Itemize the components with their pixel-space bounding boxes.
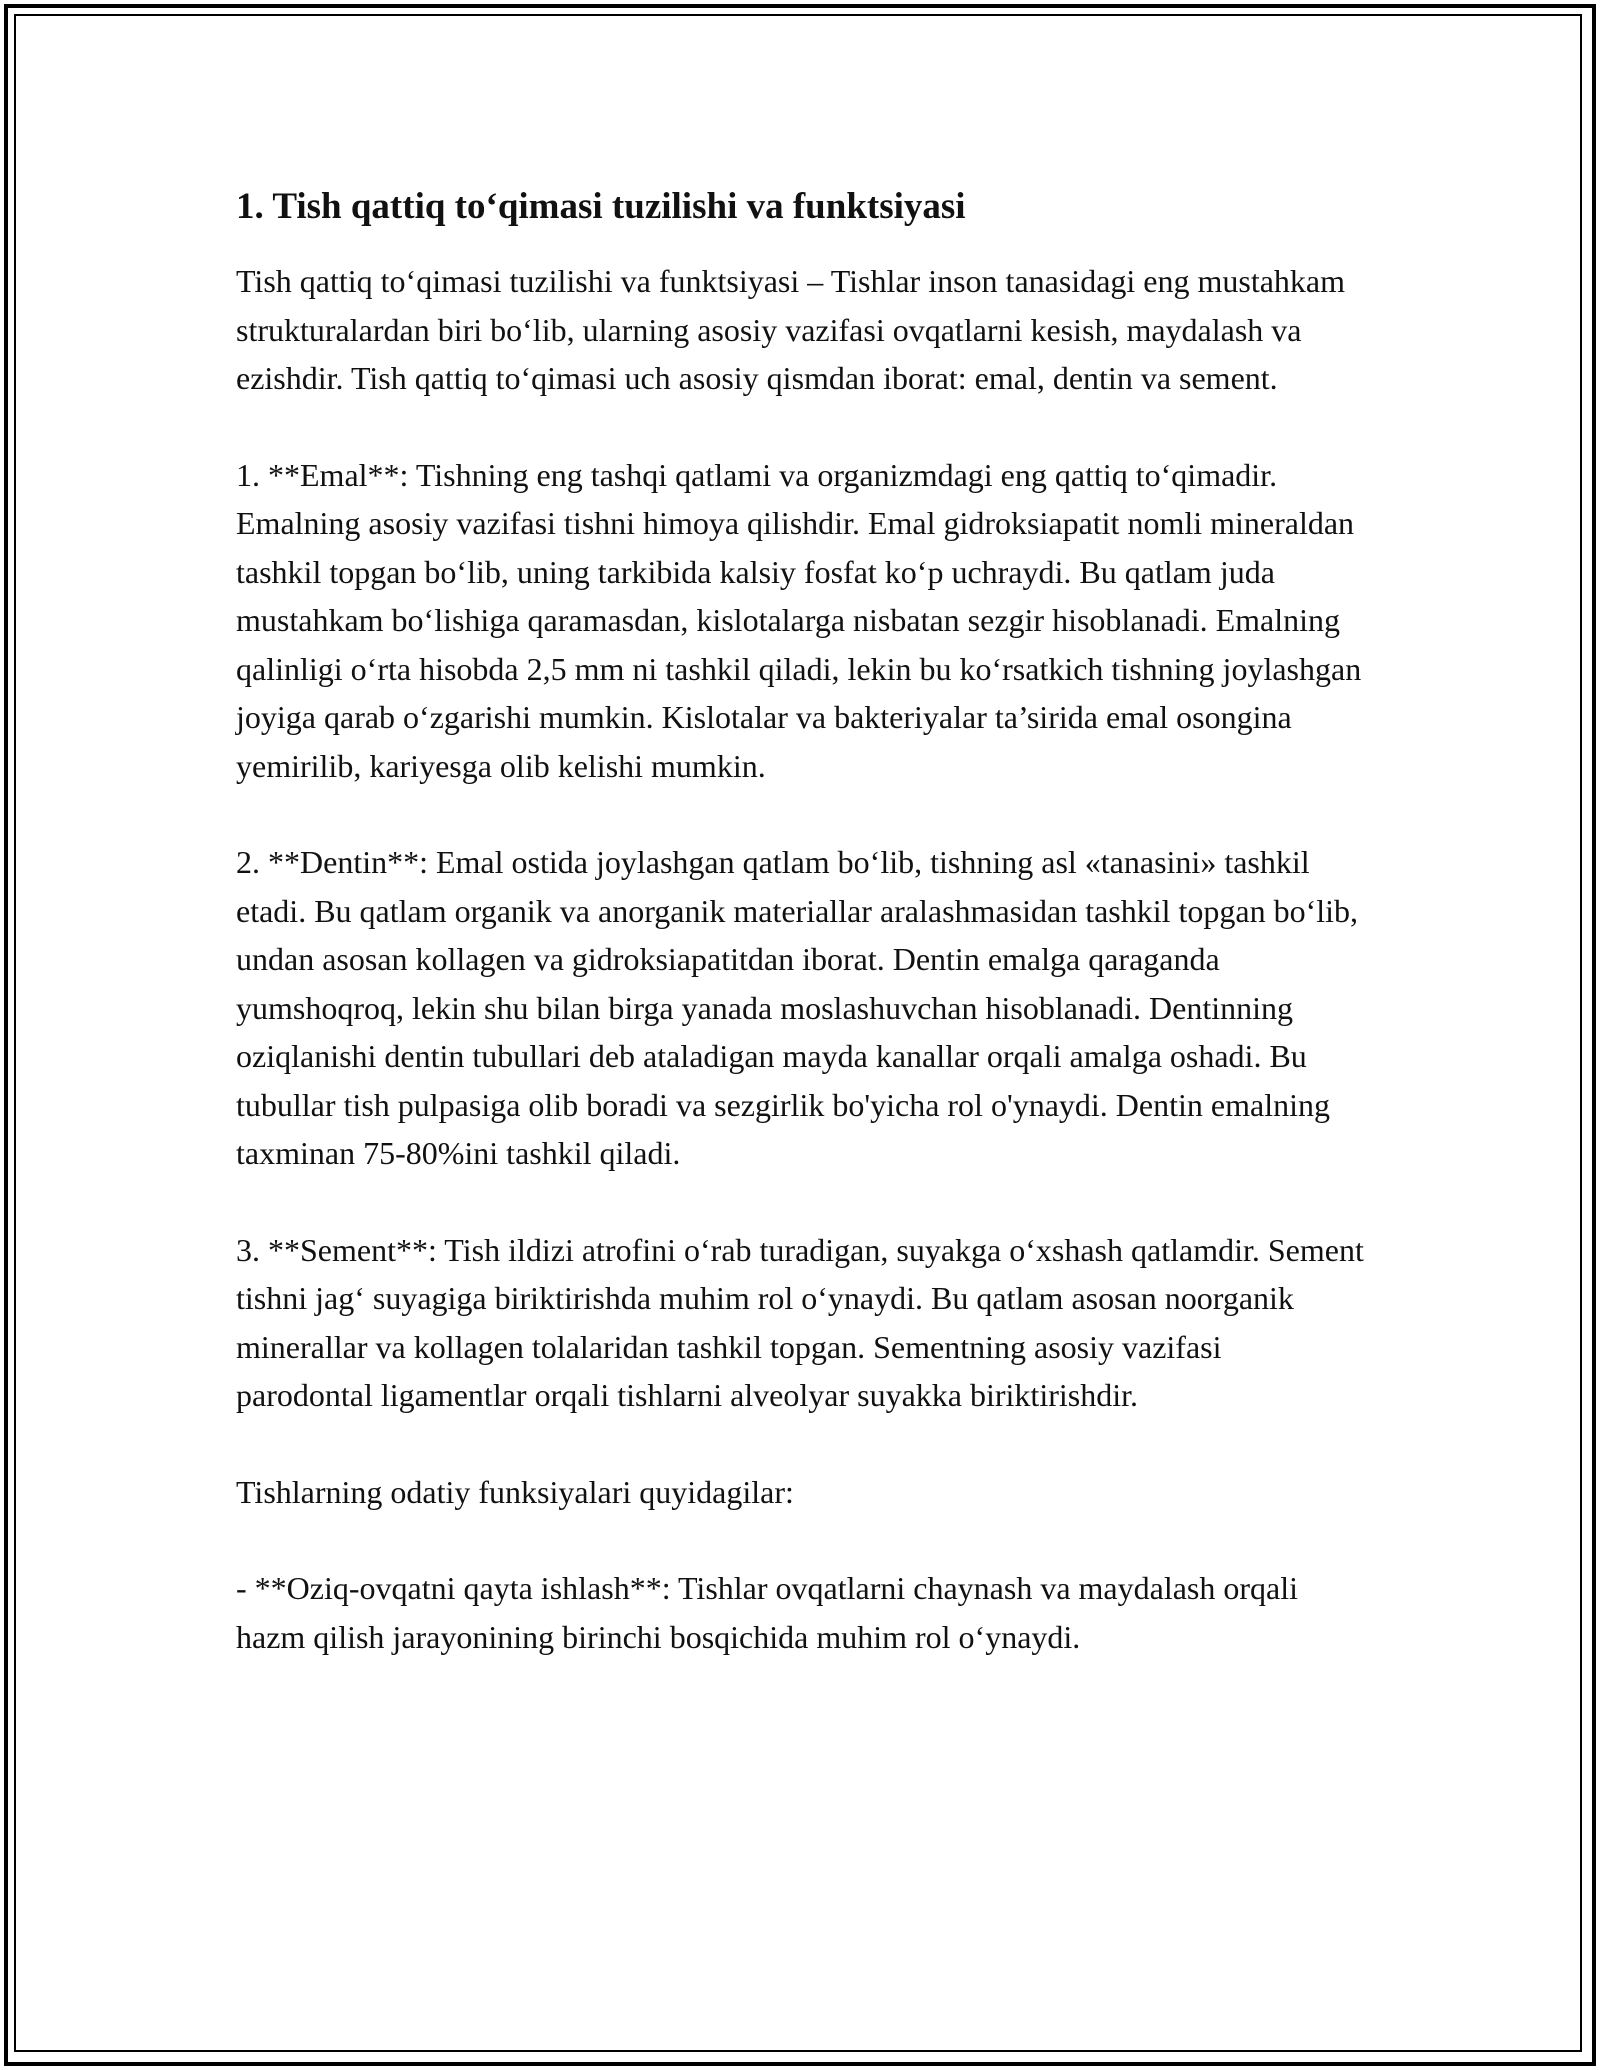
- emal-paragraph: 1. **Emal**: Tishning eng tashqi qatlami va organizmdagi eng qattiq to‘qimadir. Emalning asosiy vazifasi tishni himoya qilishdir. Emal gidroksiapatit nomli mineraldan tashkil topgan bo‘lib, uning tarkibida kalsiy fosfat ko‘p uchraydi. Bu qatlam juda mustahkam bo‘lishiga qaramasdan, kislotalarga nisbatan sezgir hisoblanadi. Emalning qalinligi o‘rta hisobda 2,5 mm ni tashkil qiladi, lekin bu ko‘rsatkich tishning joylashgan joyiga qarab o‘zgarishi mumkin. Kislotalar va bakteriyalar ta’sirida emal osongina yemirilib, kariyesga olib kelishi mumkin.: [236, 456, 1362, 784]
- document-heading: 1. Tish qattiq to‘qimasi tuzilishi va funktsiyasi: [236, 186, 966, 227]
- functions-list-item: - **Oziq-ovqatni qayta ishlash**: Tishlar ovqatlarni chaynash va maydalash orqali hazm qilish jarayonining birinchi bosqichida muhim rol o‘ynaydi.: [236, 1570, 1298, 1655]
- intro-paragraph: Tish qattiq to‘qimasi tuzilishi va funktsiyasi – Tishlar inson tanasidagi eng mustahkam strukturalardan biri bo‘lib, ularning asosiy vazifasi ovqatlarni kesish, maydalash va ezishdir. Tish qattiq to‘qimasi uch asosiy qismdan iborat: emal, dentin va sement.: [236, 263, 1346, 396]
- document-page: [236, 185, 1366, 1661]
- sement-paragraph: 3. **Sement**: Tish ildizi atrofini o‘rab turadigan, suyakga o‘xshash qatlamdir. Sement tishni jag‘ suyagiga biriktirishda muhim rol o‘ynaydi. Bu qatlam asosan noorganik minerallar va kollagen tolalaridan tashkil topgan. Sementning asosiy vazifasi parodontal ligamentlar orqali tishlarni alveolyar suyakka biriktirishdir.: [236, 1231, 1364, 1413]
- dentin-paragraph: 2. **Dentin**: Emal ostida joylashgan qatlam bo‘lib, tishning asl «tanasini» tashkil etadi. Bu qatlam organik va anorganik materiallar aralashmasidan tashkil topgan bo‘lib, undan asosan kollagen va gidroksiapatitdan iborat. Dentin emalga qaraganda yumshoqroq, lekin shu bilan birga yanada moslashuvchan hisoblanadi. Dentinning oziqlanishi dentin tubullari deb ataladigan mayda kanallar orqali amalga oshadi. Bu tubullar tish pulpasiga olib boradi va sezgirlik bo'yicha rol o'ynaydi. Dentin emalning taxminan 75-80%ini tashkil qiladi.: [236, 844, 1359, 1171]
- functions-intro-paragraph: Tishlarning odatiy funksiyalari quyidagilar:: [236, 1473, 794, 1510]
